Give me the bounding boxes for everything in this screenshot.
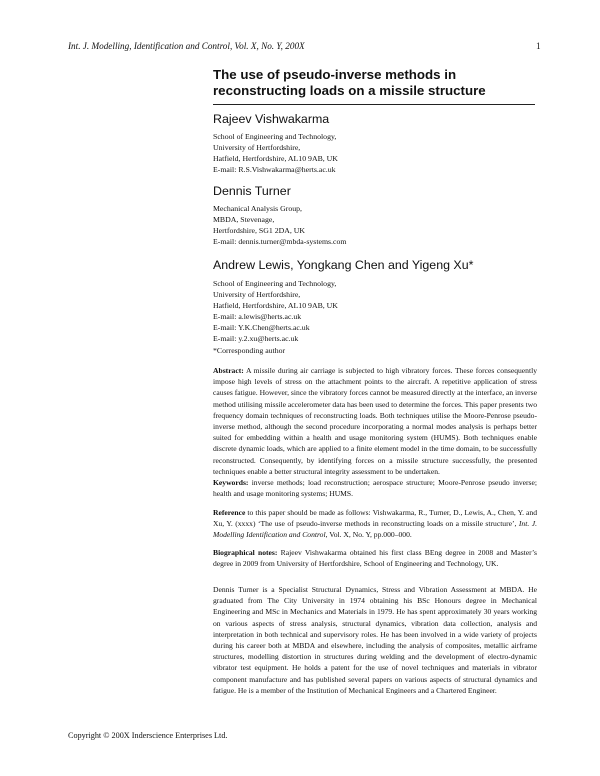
abstract-text: A missile during air carriage is subjected to high vibratory forces. These forces consequently impose high levels of stress on the attachment points to the aircraft. A repetitive application of stress causes fatigue. However, since the vibratory forces cannot be measured directly at the interface, an inverse method utilising missile accelerometer data has been used to determine the forces. This paper presents two frequency domain techniques of reconstructing loads. Both techniques utilise the Moore-Penrose pseudo-inverse method, although the second procedure incorporating a normal modes analysis is perhaps better suited for embedding within a health and usage monitoring system (HUMS). Both techniques enable discrete dynamic loads, which are applied to a finite element model in the time domain, to be successfully reconstructed. Consequently, by identifying forces on a missile structure successfully, the presented techniques enable a better structural integrity assessment to be undertaken. xyxy=(213,366,537,476)
email-line: E-mail: y.2.xu@herts.ac.uk xyxy=(213,334,299,344)
email-line: E-mail: dennis.turner@mbda-systems.com xyxy=(213,237,347,247)
email-line: E-mail: R.S.Vishwakarma@herts.ac.uk xyxy=(213,165,336,175)
affiliation-line: Hatfield, Hertfordshire, AL10 9AB, UK xyxy=(213,301,338,311)
reference-label: Reference xyxy=(213,508,246,517)
keywords-text: inverse methods; load reconstruction; aerospace structure; Moore-Penrose pseudo inverse; health and usage monitoring systems; HUMS. xyxy=(213,478,537,499)
bio-label: Biographical notes: xyxy=(213,548,278,557)
reference-text: to this paper should be made as follows: Vishwakarma, R., Turner, D., Lewis, A., Chen, Y. and Xu, Y. (xxxx) ‘The use of pseudo-inverse methods in reconstructing loads on a missile structure’, xyxy=(213,508,537,529)
author-name: Dennis Turner xyxy=(213,184,291,198)
affiliation-line: University of Hertfordshire, xyxy=(213,143,301,153)
reference-note xyxy=(213,507,537,541)
reference-journal: Int. J. Modelling Identification and Control xyxy=(213,519,537,540)
email-line: E-mail: a.lewis@herts.ac.uk xyxy=(213,312,302,322)
email-line: E-mail: Y.K.Chen@herts.ac.uk xyxy=(213,323,310,333)
running-head: Int. J. Modelling, Identification and Control, Vol. X, No. Y, 200X xyxy=(68,41,305,51)
bio-text: Rajeev Vishwakarma obtained his first class BEng degree in 2008 and Master’s degree in 2009 from University of Hertfordshire, School of Engineering and Technology, UK. xyxy=(213,548,537,569)
author-affiliation xyxy=(213,203,533,247)
biographical-notes xyxy=(213,547,537,569)
corresponding-author-note: *Corresponding author xyxy=(213,345,286,355)
reference-tail: , Vol. X, No. Y, pp.000–000. xyxy=(325,530,412,540)
author-name: Rajeev Vishwakarma xyxy=(213,112,330,126)
abstract xyxy=(213,365,537,477)
keywords xyxy=(213,477,537,499)
bio-turner: Dennis Turner is a Specialist Structural Dynamics, Stress and Vibration Assessment at MBDA. He graduated from The City University in 1974 obtaining his BSc Honours degree in Mechanical Engineering and MSc in Mechanics and Materials in 1979. He has spent approximately 30 years working on various aspects of stress analysis, structural dynamics, vibration data collection, analysis and interpretation in both technical and supervisory roles. He has been involved in a wide variety of projects during his career both at MBDA and elsewhere, including the analysis of composites, metallic airframe structures, modelling distortion in structures during welding and the development of electro-dynamic vibrator test equipment. He holds a patent for the use of novel techniques and materials in vibrator component manufacture and has published several papers on various aspects of structural dynamics and fatigue. He is a member of the Institution of Mechanical Engineers and a Chartered Engineer. xyxy=(213,585,537,695)
author-name: Andrew Lewis, Yongkang Chen and Yigeng Xu* xyxy=(213,258,474,272)
title-line-1: The use of pseudo-inverse methods in xyxy=(213,67,457,82)
affiliation-line: School of Engineering and Technology, xyxy=(213,132,337,141)
page-number: 1 xyxy=(536,41,541,51)
paper-title xyxy=(213,67,533,99)
author-affiliation xyxy=(213,278,533,356)
affiliation-line: MBDA, Stevenage, xyxy=(213,215,275,225)
affiliation-line: University of Hertfordshire, xyxy=(213,290,301,300)
affiliation-line: Hertfordshire, SG1 2DA, UK xyxy=(213,226,306,236)
affiliation-line: Mechanical Analysis Group, xyxy=(213,204,302,213)
copyright-footer: Copyright © 200X Inderscience Enterprises Ltd. xyxy=(68,731,228,740)
author-affiliation xyxy=(213,131,533,175)
affiliation-line: Hatfield, Hertfordshire, AL10 9AB, UK xyxy=(213,154,338,164)
title-rule xyxy=(213,104,535,105)
abstract-label: Abstract: xyxy=(213,366,244,375)
keywords-label: Keywords: xyxy=(213,478,249,487)
title-line-2: reconstructing loads on a missile structure xyxy=(213,83,486,98)
affiliation-line: School of Engineering and Technology, xyxy=(213,279,337,288)
